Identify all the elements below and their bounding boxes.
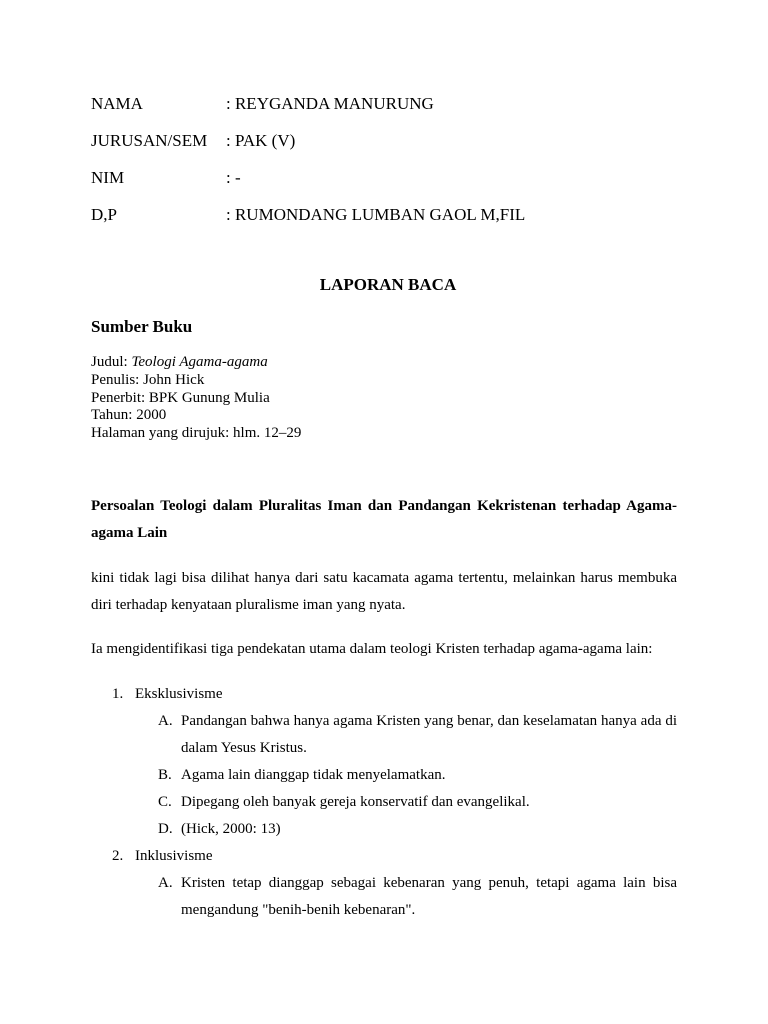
sub-list-letter: D. [158,821,173,837]
header-row-nama [91,94,434,114]
sub-list-letter: A. [158,875,173,891]
header-row-dp [91,205,525,225]
sub-list-text: Pandangan bahwa hanya agama Kristen yang benar, dan keselamatan hanya ada di dalam Yesus Kristus. [181,713,677,756]
source-details [91,354,301,443]
sub-list-letter: A. [158,713,173,729]
sub-list-item [91,816,677,843]
list-item [91,843,677,870]
list-item [91,681,677,708]
paragraph: Ia mengidentifikasi tiga pendekatan utama dalam teologi Kristen terhadap agama-agama lain: [91,641,653,657]
approaches-list [91,681,677,924]
sub-list-text: Agama lain dianggap tidak menyelamatkan. [181,767,446,783]
sub-list-item [91,708,677,762]
header-value: : REYGANDA MANURUNG [226,94,434,113]
source-tahun: Tahun: 2000 [91,407,167,424]
list-number: 1. [112,686,124,702]
sub-list-letter: C. [158,794,172,810]
source-heading: Sumber Buku [91,317,193,336]
sub-list-item [91,789,677,816]
header-label: D,P [91,205,117,224]
sub-list-item [91,870,677,924]
section-heading: Persoalan Teologi dalam Pluralitas Iman dan Pandangan Kekristenan terhadap Agama-agama Lain [91,498,677,541]
source-penulis: Penulis: John Hick [91,371,205,388]
paragraph: kini tidak lagi bisa dilihat hanya dari satu kacamata agama tertentu, melainkan harus membuka diri terhadap kenyataan pluralisme iman yang nyata. [91,570,677,613]
list-item-label: Inklusivisme [135,848,213,864]
source-judul-value: Teologi Agama-agama [131,354,268,370]
header-label: NIM [91,168,125,187]
source-halaman: Halaman yang dirujuk: hlm. 12–29 [91,425,302,442]
header-row-jurusan [91,131,295,151]
header-value: : PAK (V) [226,131,296,150]
sub-list-letter: B. [158,767,172,783]
list-number: 2. [112,848,124,864]
sub-list-text: Kristen tetap dianggap sebagai kebenaran yang penuh, tetapi agama lain bisa mengandung "benih-benih kebenaran". [181,875,677,918]
sub-list-text: Dipegang oleh banyak gereja konservatif dan evangelikal. [181,794,530,810]
header-value: : - [226,168,241,187]
source-judul-label: Judul: [91,354,132,370]
source-judul [91,354,301,372]
header-label: NAMA [91,94,143,113]
sub-list-text: (Hick, 2000: 13) [181,821,281,837]
header-value: : RUMONDANG LUMBAN GAOL M,FIL [226,205,526,224]
header-row-nim [91,168,241,188]
list-item-label: Eksklusivisme [135,686,223,702]
source-penerbit: Penerbit: BPK Gunung Mulia [91,389,270,406]
sub-list-item [91,762,677,789]
document-title: LAPORAN BACA [319,275,457,294]
header-label: JURUSAN/SEM [91,131,208,150]
